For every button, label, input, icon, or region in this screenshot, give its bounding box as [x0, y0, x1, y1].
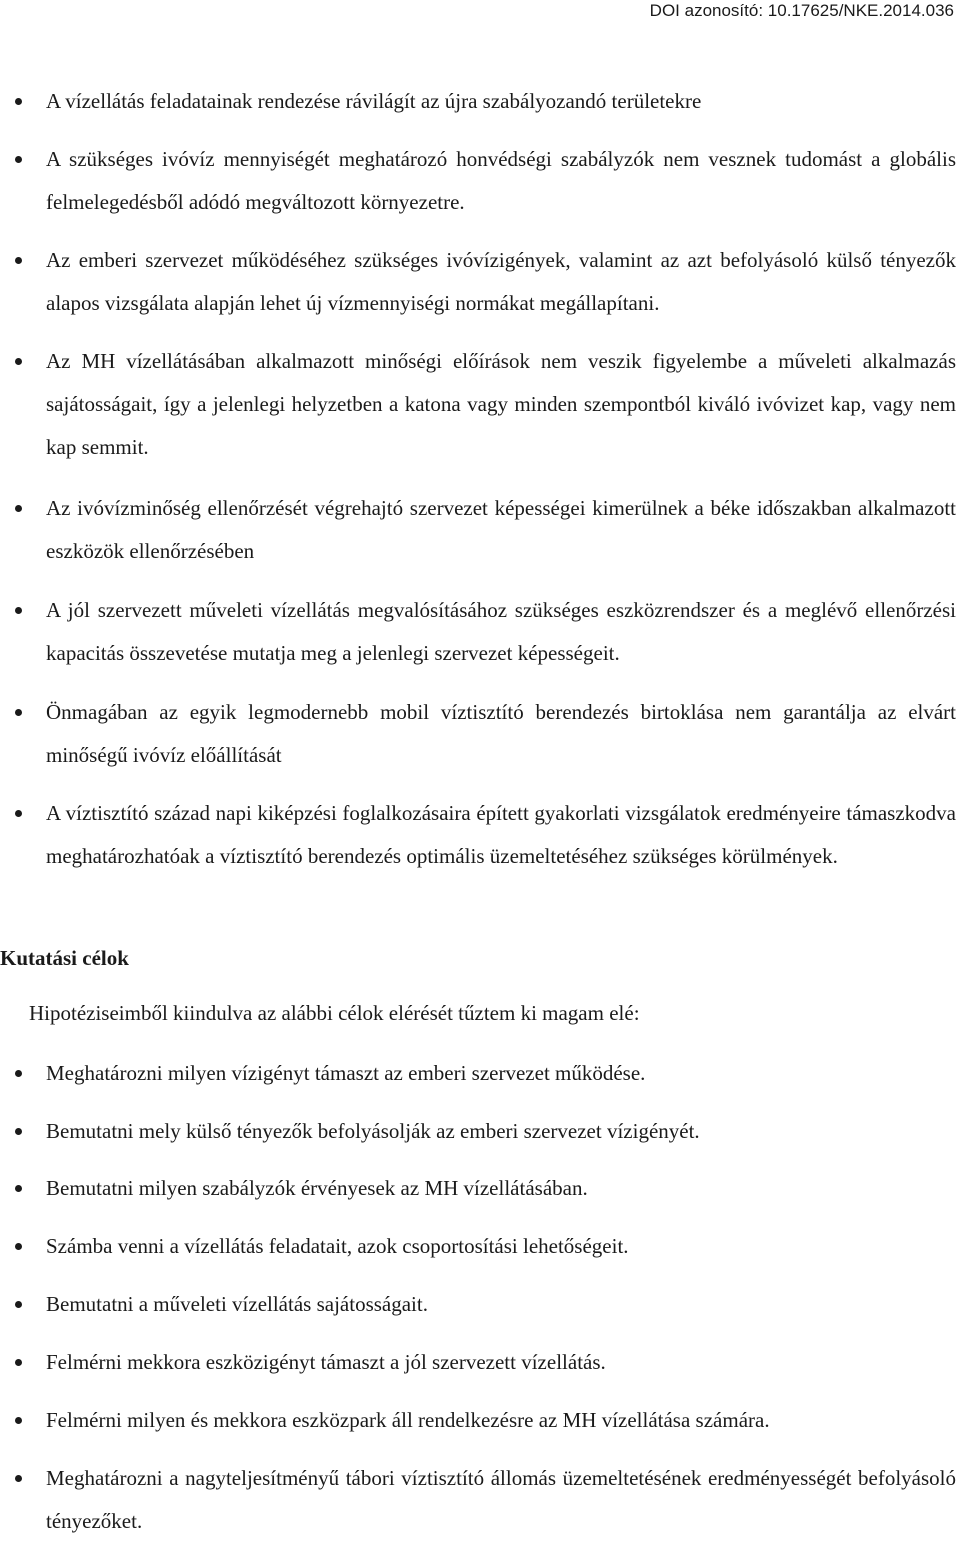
finding-text: A vízellátás feladatainak rendezése rávilágít az újra szabályozandó területekre [46, 89, 702, 113]
goal-item [46, 1341, 956, 1384]
finding-text: Önmagában az egyik legmodernebb mobil víztisztító berendezés birtoklása nem garantálja az elvárt minőségű ivóvíz előállítását [46, 700, 956, 767]
section-heading: Kutatási célok [0, 946, 129, 970]
bullet-dot-icon [15, 156, 22, 163]
bullet-dot-icon [15, 98, 22, 105]
goal-text: Meghatározni a nagyteljesítményű tábori víztisztító állomás üzemeltetésének eredményességét befolyásoló tényezőket. [46, 1466, 956, 1533]
finding-item [46, 80, 956, 123]
goal-text: Felmérni milyen és mekkora eszközpark áll rendelkezésre az MH vízellátása számára. [46, 1408, 770, 1432]
finding-text: A víztisztító század napi kiképzési foglalkozásaira épített gyakorlati vizsgálatok eredményeire támaszkodva meghatározhatóak a víztisztító berendezés optimális üzemeltetéséhez szükséges körülmények. [46, 801, 956, 868]
goal-text: Bemutatni mely külső tényezők befolyásolják az emberi szervezet vízigényét. [46, 1119, 700, 1143]
finding-item [46, 792, 956, 878]
goal-text: Bemutatni a műveleti vízellátás sajátosságait. [46, 1292, 428, 1316]
bullet-dot-icon [15, 1359, 22, 1366]
finding-text: Az ivóvízminőség ellenőrzését végrehajtó szervezet képességei kimerülnek a béke időszakban alkalmazott eszközök ellenőrzésében [46, 496, 956, 563]
bullet-dot-icon [15, 1301, 22, 1308]
finding-item [46, 340, 956, 469]
bullet-dot-icon [15, 1128, 22, 1135]
finding-item [46, 487, 956, 573]
doi-identifier: DOI azonosító: 10.17625/NKE.2014.036 [649, 1, 954, 20]
finding-item [46, 691, 956, 777]
bullet-dot-icon [15, 1185, 22, 1192]
bullet-dot-icon [15, 810, 22, 817]
bullet-dot-icon [15, 709, 22, 716]
bullet-dot-icon [15, 1243, 22, 1250]
finding-text: A jól szervezett műveleti vízellátás megvalósításához szükséges eszközrendszer és a meglévő ellenőrzési kapacitás összevetése mutatja meg a jelenlegi szervezet képességeit. [46, 598, 956, 665]
goal-text: Számba venni a vízellátás feladatait, azok csoportosítási lehetőségeit. [46, 1234, 629, 1258]
finding-text: A szükséges ivóvíz mennyiségét meghatározó honvédségi szabályzók nem vesznek tudomást a globális felmelegedésből adódó megváltozott környezetre. [46, 147, 956, 214]
bullet-dot-icon [15, 505, 22, 512]
bullet-dot-icon [15, 358, 22, 365]
bullet-dot-icon [15, 1070, 22, 1077]
goal-item [46, 1283, 956, 1326]
finding-item [46, 138, 956, 224]
goal-item [46, 1399, 956, 1442]
bullet-dot-icon [15, 607, 22, 614]
bullet-dot-icon [15, 1475, 22, 1482]
goal-text: Bemutatni milyen szabályzók érvényesek az MH vízellátásában. [46, 1176, 588, 1200]
finding-text: Az MH vízellátásában alkalmazott minőségi előírások nem veszik figyelembe a műveleti alkalmazás sajátosságait, így a jelenlegi helyzetben a katona vagy minden szempontból kiváló ivóvizet kap, vagy nem kap semmit. [46, 349, 956, 459]
goal-item [46, 1052, 956, 1095]
finding-item [46, 239, 956, 325]
bullet-dot-icon [15, 257, 22, 264]
goal-text: Meghatározni milyen vízigényt támaszt az emberi szervezet működése. [46, 1061, 646, 1085]
goal-item [46, 1457, 956, 1543]
goal-item [46, 1225, 956, 1268]
finding-text: Az emberi szervezet működéséhez szükséges ivóvízigények, valamint az azt befolyásoló külső tényezők alapos vizsgálata alapján lehet új vízmennyiségi normákat megállapítani. [46, 248, 956, 315]
bullet-dot-icon [15, 1417, 22, 1424]
goal-item [46, 1110, 956, 1153]
section-intro: Hipotéziseimből kiindulva az alábbi célok elérését tűztem ki magam elé: [29, 1001, 640, 1025]
goal-text: Felmérni mekkora eszközigényt támaszt a jól szervezett vízellátás. [46, 1350, 606, 1374]
finding-item [46, 589, 956, 675]
goal-item [46, 1167, 956, 1210]
